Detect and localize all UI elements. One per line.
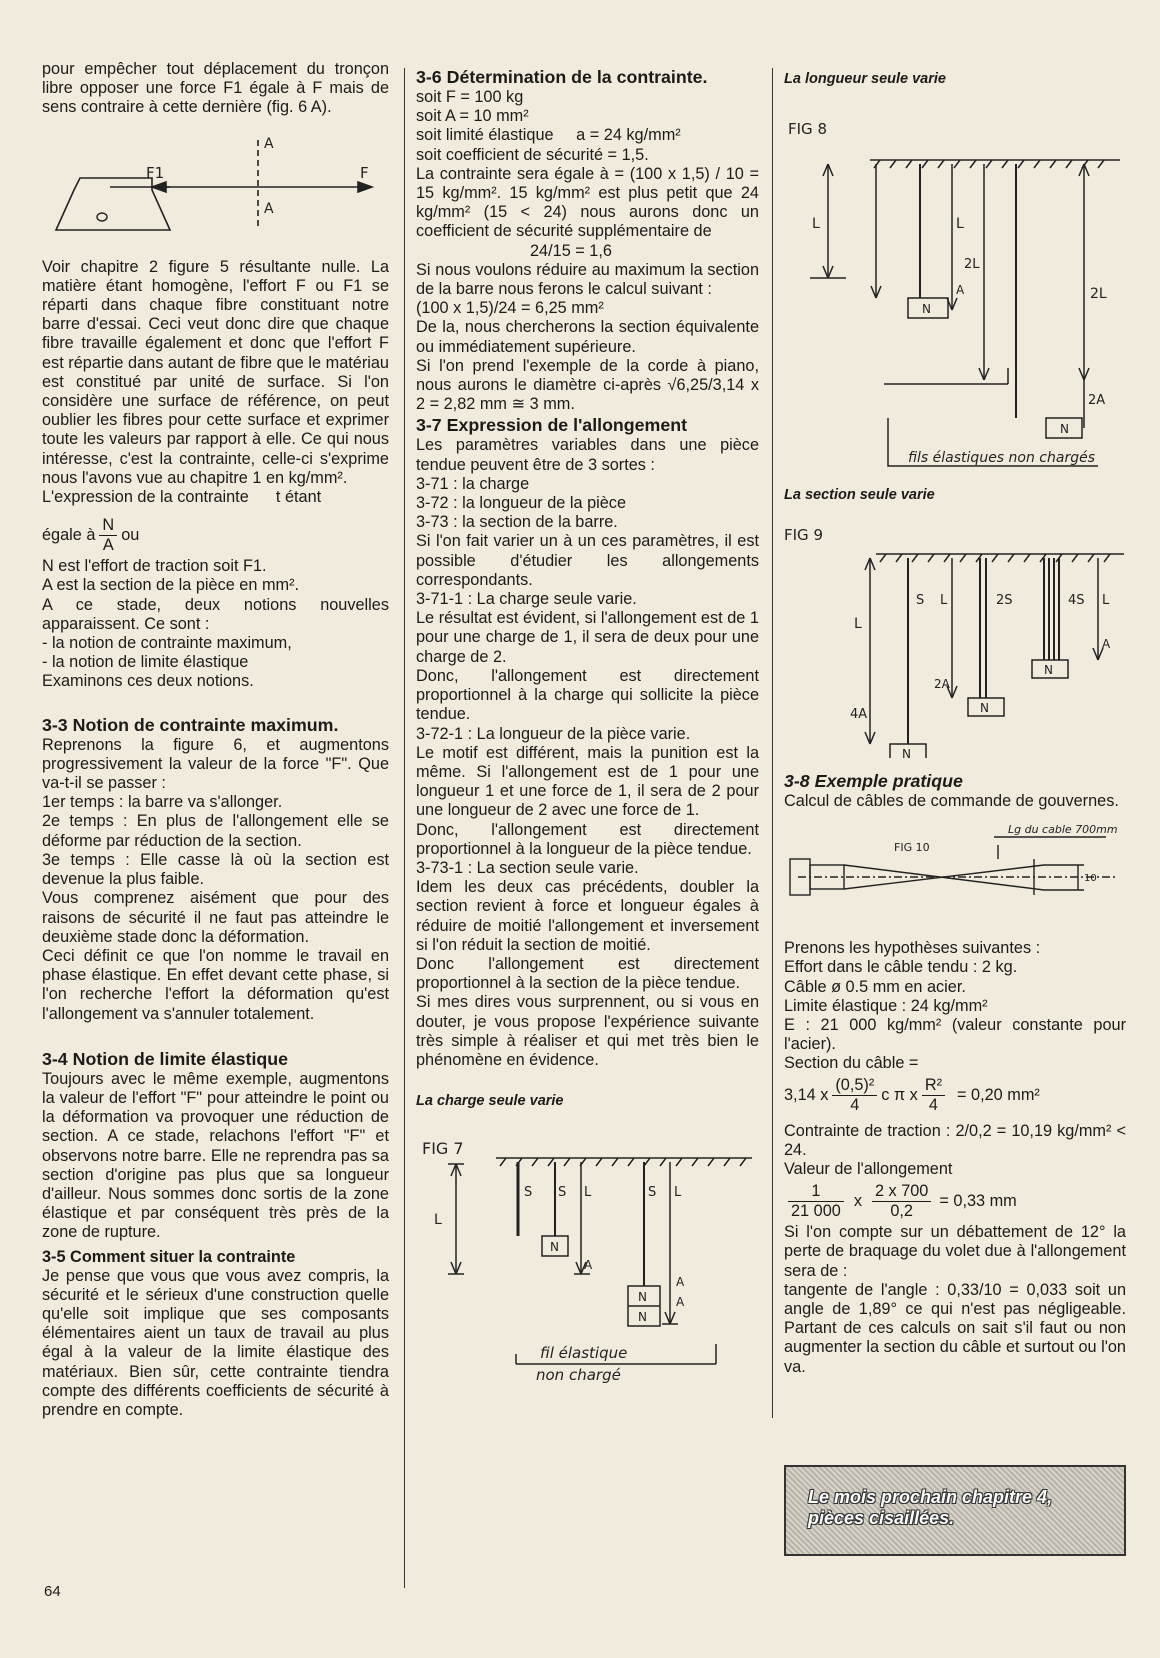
paragraph: 3-72-1 : La longueur de la pièce varie. <box>416 724 691 743</box>
svg-text:fils élastiques non chargés: fils élastiques non chargés <box>908 450 1096 466</box>
paragraph: 3-71-1 : La charge seule varie. <box>416 590 637 609</box>
paragraph: Voir chapitre 2 figure 5 résultante nulle. La matière étant homogène, l'effort F ou F1 se réparti dans chaque fibre constituant notre barre d'essai. Ceci veut donc dire que chaque fibre travaille également et donc que l'effort F est répartie dans autant de fibre que le matériau est constitué par unité de surface. Si l'on considère une surface de référence, on peut oublier les fibres pour cette surface et exprimer toute les valeurs par rapport à elle. Ce qui nous intéresse, c'est la contrainte, celle-ci s'exprime nous l'avons vue au chapitre 1 en kg/mm². <box>42 257 389 487</box>
paragraph: N est l'effort de traction soit F1. <box>42 557 267 576</box>
svg-text:N: N <box>550 1240 559 1255</box>
paragraph: L'expression de la contrainte t étant <box>42 488 322 507</box>
svg-text:2S: 2S <box>996 593 1013 608</box>
paragraph: Si nous voulons réduire au maximum la section de la barre nous ferons le calcul suivant : <box>416 260 759 299</box>
paragraph: Prenons les hypothèses suivantes : <box>784 939 1041 958</box>
figure-7 <box>416 1124 759 1384</box>
paragraph: Les paramètres variables dans une pièce tendue peuvent être de 3 sortes : <box>416 436 759 474</box>
paragraph: Valeur de l'allongement <box>784 1160 953 1179</box>
paragraph: La contrainte sera égale à = (100 x 1,5) / 10 = 15 kg/mm². 15 kg/mm² est plus petit que 24 kg/mm² (15 < 24) nous aurons donc un coefficient de sécurité supplémentaire de <box>416 164 759 241</box>
svg-text:FIG 8: FIG 8 <box>788 120 827 138</box>
paragraph: A ce stade, deux notions nouvelles apparaissent. Ce sont : <box>42 595 389 633</box>
svg-text:N: N <box>638 1310 647 1325</box>
svg-text:2A: 2A <box>934 677 950 691</box>
svg-text:N: N <box>1060 422 1069 436</box>
svg-text:L: L <box>434 1212 442 1229</box>
paragraph: Calcul de câbles de commande de gouvernes. <box>784 792 1119 810</box>
svg-text:A: A <box>1102 637 1111 651</box>
paragraph: Câble ø 0.5 mm en acier. <box>784 977 966 996</box>
svg-text:L: L <box>812 216 820 232</box>
svg-text:4A: 4A <box>850 707 868 722</box>
paragraph: Si l'on fait varier un à un ces paramètres, il est possible d'étudier les allongements correspondants. <box>416 532 759 589</box>
paragraph: - la notion de limite élastique <box>42 653 249 672</box>
paragraph: pour empêcher tout déplacement du tronçon libre opposer une force F1 égale à F mais de sens contraire à cette dernière (fig. 6 A). <box>42 60 389 117</box>
section-heading: 3-5 Comment situer la contrainte <box>42 1247 296 1266</box>
paragraph: (100 x 1,5)/24 = 6,25 mm² <box>416 299 604 318</box>
paragraph: Si l'on compte sur un débattement de 12° la perte de braquage du volet due à l'allongement sera de : <box>784 1223 1126 1280</box>
paragraph: 3-73-1 : La section seule varie. <box>416 858 639 877</box>
svg-text:N: N <box>638 1290 647 1305</box>
figure-caption: La longueur seule varie <box>784 71 946 87</box>
section-heading: 3-7 Expression de l'allongement <box>416 415 688 436</box>
svg-text:L: L <box>1102 593 1110 608</box>
paragraph: 3-72 : la longueur de la pièce <box>416 494 626 513</box>
paragraph: - la notion de contrainte maximum, <box>42 634 292 653</box>
paragraph: Examinons ces deux notions. <box>42 672 254 691</box>
paragraph: E : 21 000 kg/mm² (valeur constante pour l'acier). <box>784 1016 1126 1054</box>
svg-text:N: N <box>1044 663 1053 677</box>
equation-elongation: $\frac{1}{21 000}$ x $\frac{2 x 700}{0,2}$ = 0,33 mm <box>784 1179 1126 1223</box>
next-chapter-text: Le mois prochain chapitre 4, pièces cisaillées. <box>808 1487 1053 1528</box>
paragraph: soit A = 10 mm² <box>416 107 529 126</box>
paragraph: Ceci définit ce que l'on nomme le travail en phase élastique. En effet devant cette phase, si l'on recherche l'effort la déformation qu'est l'allongement va s'annuler totalement. <box>42 946 389 1023</box>
figure-10 <box>784 815 1126 925</box>
section-heading: 3-3 Notion de contrainte maximum. <box>42 714 339 735</box>
paragraph: Donc l'allongement est directement proportionnel à la section de la pièce tendue. <box>416 954 759 993</box>
svg-text:Lg du cable 700mm: Lg du cable 700mm <box>1008 823 1118 837</box>
column-divider <box>772 68 773 1418</box>
svg-text:2L: 2L <box>964 257 980 272</box>
column-2 <box>416 60 759 1384</box>
svg-text:N: N <box>922 302 931 316</box>
paragraph: soit F = 100 kg <box>416 88 524 106</box>
svg-text:L: L <box>956 216 964 232</box>
figure-8 <box>784 88 1126 468</box>
paragraph: Le motif est différent, mais la punition est la même. Si l'allongement est de 1 pour une longueur 1 et une force de 1, il sera de 2 pour une longueur de 2 avec une force de 1. <box>416 743 759 820</box>
paragraph: Toujours avec le même exemple, augmentons la valeur de l'effort "F" pour atteindre le point ou la déformation va provoquer une réduction de section. A ce stade, relachons l'effort "F" et observons notre barre. Elle ne reprendra pas sa section d'origine pas plus que sa longueur d'ailleur. Nous sommes donc sortis de la zone élastique et par conséquent très près de la zone de rupture. <box>42 1069 389 1242</box>
equation-section: 3,14 x $\frac{\text{(0,5)²}}{4}$ c π x $\frac{\text{R²}}{4}$ = 0,20 mm² <box>784 1076 1040 1115</box>
svg-text:N: N <box>980 701 989 715</box>
svg-text:S: S <box>648 1185 657 1201</box>
paragraph: 24/15 = 1,6 <box>530 241 612 260</box>
svg-text:fil élastique: fil élastique <box>540 1344 628 1363</box>
svg-text:A: A <box>676 1295 685 1310</box>
paragraph: 1er temps : la barre va s'allonger. <box>42 793 283 812</box>
column-1 <box>42 60 389 1420</box>
paragraph: 3e temps : Elle casse là où la section est devenue la plus faible. <box>42 850 389 889</box>
paragraph: 2e temps : En plus de l'allongement elle se déforme par réduction de la section. <box>42 812 389 850</box>
page-number: 64 <box>44 1583 61 1600</box>
svg-text:S: S <box>916 593 925 608</box>
paragraph: A est la section de la pièce en mm². <box>42 576 300 595</box>
section-heading: 3-8 Exemple pratique <box>784 771 963 791</box>
figure-caption: La charge seule varie <box>416 1093 564 1110</box>
paragraph: Donc, l'allongement est directement proportionnel à la longueur de la pièce tendue. <box>416 820 759 858</box>
column-3 <box>784 60 1126 1377</box>
paragraph: Je pense que vous que vous avez compris, la sécurité et le sérieux d'une construction quelle qu'elle soit implique que ses composants élémentaires aient un taux de travail au plus égal à la valeur de la limite élastique des matériaux. Bien sûr, cette contrainte tiendra compte des différents coefficients de sécurité à prendre en compte. <box>42 1266 389 1419</box>
paragraph: soit limité élastique a = 24 kg/mm² <box>416 126 681 145</box>
figure-caption: La section seule varie <box>784 487 935 503</box>
f-label: F <box>360 163 369 182</box>
fraction-line: égale à $\frac{N}{A}$ ou <box>42 515 140 554</box>
next-chapter-box <box>784 1465 1126 1556</box>
svg-text:non chargé: non chargé <box>536 1366 621 1385</box>
figure-6 <box>42 118 389 258</box>
svg-text:S: S <box>524 1185 533 1201</box>
svg-text:L: L <box>674 1185 682 1201</box>
section-heading: 3-6 Détermination de la contrainte. <box>416 67 708 87</box>
paragraph: Reprenons la figure 6, et augmentons progressivement la valeur de la force "F". Que va-t-il se passer : <box>42 735 389 793</box>
a-label-bottom: A <box>264 200 274 217</box>
paragraph: 3-71 : la charge <box>416 474 530 493</box>
svg-text:N: N <box>902 747 911 758</box>
paragraph: Si l'on prend l'exemple de la corde à piano, nous aurons le diamètre ci-après √6,25/3,14 x 2 = 2,82 mm ≅ 3 mm. <box>416 356 759 414</box>
svg-text:FIG 9: FIG 9 <box>784 526 823 544</box>
paragraph: Si mes dires vous surprennent, ou si vous en douter, je vous propose l'expérience suivante très simple à réaliser et qui met très bien le phénomène en évidence. <box>416 993 759 1069</box>
paragraph: Effort dans le câble tendu : 2 kg. <box>784 958 1018 977</box>
paragraph: Idem les deux cas précédents, doubler la section revient à force et longueur égales à réduire de moitié l'allongement et inversement si l'on réduit la section de moitié. <box>416 878 759 954</box>
svg-text:L: L <box>854 616 862 632</box>
paragraph: Le résultat est évident, si l'allongement est de 1 pour une charge de 1, il sera de deux pour une charge de 2. <box>416 609 759 666</box>
fig7-title: FIG 7 <box>422 1139 464 1159</box>
paragraph: tangente de l'angle : 0,33/10 = 0,033 soit un angle de 1,89° ce qui n'est pas négligeable. Partant de ces calculs on sait s'il faut ou non augmenter la section du câble et surtout ou l'on va. <box>784 1280 1126 1376</box>
svg-text:4S: 4S <box>1068 593 1085 608</box>
f1-label: F1 <box>146 163 165 182</box>
paragraph: De la, nous chercherons la section équivalente ou immédiatement supérieure. <box>416 318 759 356</box>
column-divider <box>404 68 405 1588</box>
paragraph: Limite élastique : 24 kg/mm² <box>784 996 988 1015</box>
figure-9 <box>784 508 1126 758</box>
paragraph: Donc, l'allongement est directement proportionnel à la charge qui sollicite la pièce tendue. <box>416 666 759 724</box>
svg-text:L: L <box>584 1185 592 1201</box>
svg-text:L: L <box>940 593 948 608</box>
svg-text:A: A <box>676 1275 685 1290</box>
svg-text:10: 10 <box>1084 873 1097 885</box>
paragraph: 3-73 : la section de la barre. <box>416 513 618 532</box>
paragraph: Section du câble = <box>784 1054 919 1073</box>
paragraph: Contrainte de traction : 2/0,2 = 10,19 kg/mm² < 24. <box>784 1121 1126 1159</box>
a-label-top: A <box>264 135 274 152</box>
svg-text:S: S <box>558 1185 567 1201</box>
paragraph: Vous comprenez aisément que pour des raisons de sécurité il ne faut pas atteindre le deuxième stade donc la déformation. <box>42 889 389 946</box>
svg-text:2L: 2L <box>1090 286 1107 302</box>
paragraph: soit coefficient de sécurité = 1,5. <box>416 145 649 164</box>
svg-text:FIG 10: FIG 10 <box>894 841 930 855</box>
svg-text:2A: 2A <box>1088 393 1106 408</box>
svg-text:A: A <box>584 1258 593 1273</box>
section-heading: 3-4 Notion de limite élastique <box>42 1048 289 1069</box>
svg-text:A: A <box>956 283 965 297</box>
